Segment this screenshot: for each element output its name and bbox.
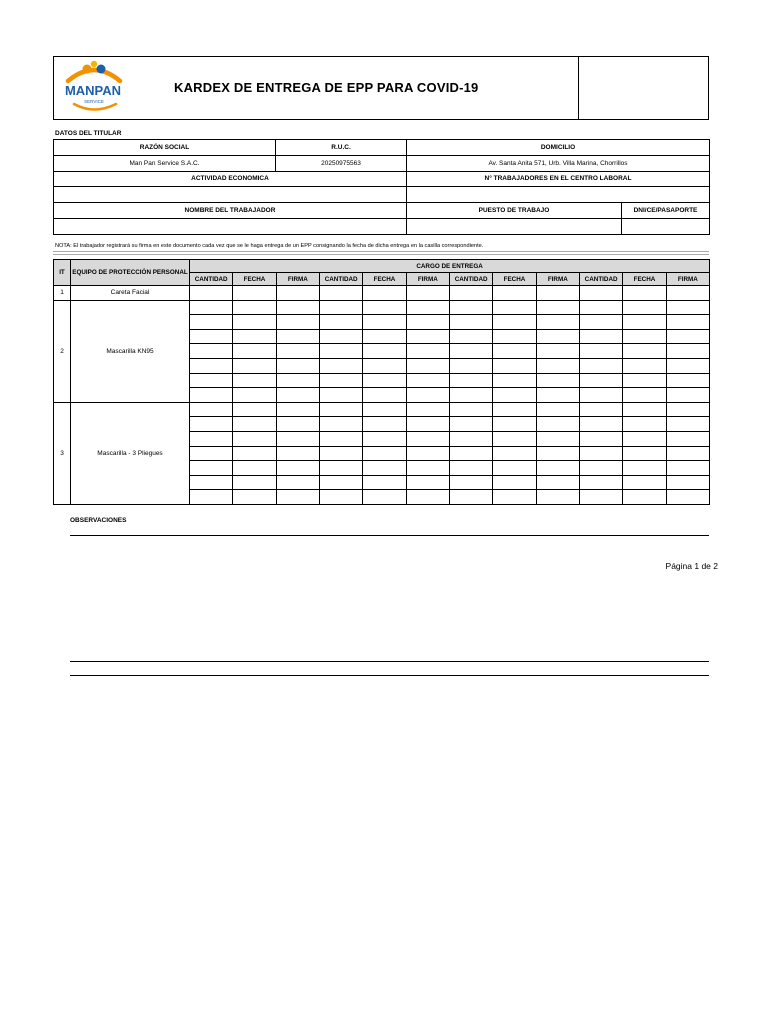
entry-cell[interactable] [276, 286, 319, 301]
item-number: 2 [54, 300, 71, 402]
entry-cell[interactable] [363, 329, 406, 344]
subheader-cell: CANTIDAD [190, 273, 233, 286]
company-logo [54, 57, 174, 119]
entry-cell[interactable] [276, 344, 319, 359]
entry-cell[interactable] [536, 358, 579, 373]
trabajadores-value-cell[interactable] [407, 187, 710, 203]
entry-cell[interactable] [666, 461, 710, 476]
table-row [54, 402, 710, 417]
entry-cell[interactable] [276, 446, 319, 461]
razon-social-value: Man Pan Service S.A.C. [54, 155, 276, 171]
entry-cell[interactable] [493, 446, 536, 461]
table-row [54, 286, 710, 301]
subheader-cell: FIRMA [406, 273, 449, 286]
logo-subtext: SERVICE [84, 99, 104, 104]
entry-cell[interactable] [406, 286, 449, 301]
entry-cell[interactable] [363, 461, 406, 476]
entry-cell[interactable] [406, 329, 449, 344]
entry-cell[interactable] [406, 315, 449, 330]
entry-cell[interactable] [493, 358, 536, 373]
entry-cell[interactable] [233, 461, 276, 476]
subheader-cell: FECHA [493, 273, 536, 286]
entry-cell[interactable] [190, 446, 233, 461]
entry-cell[interactable] [276, 300, 319, 315]
entry-cell[interactable] [276, 461, 319, 476]
entry-cell[interactable] [493, 329, 536, 344]
entry-cell[interactable] [493, 388, 536, 403]
entry-cell[interactable] [233, 373, 276, 388]
entry-cell[interactable] [579, 461, 622, 476]
item-number: 1 [54, 286, 71, 301]
entry-cell[interactable] [449, 315, 492, 330]
entry-cell[interactable] [623, 300, 666, 315]
entry-cell[interactable] [363, 358, 406, 373]
entry-cell[interactable] [406, 431, 449, 446]
entry-cell[interactable] [449, 402, 492, 417]
entry-cell[interactable] [276, 358, 319, 373]
entry-cell[interactable] [449, 490, 492, 505]
entry-cell[interactable] [666, 490, 710, 505]
entry-cell[interactable] [233, 475, 276, 490]
entry-cell[interactable] [190, 300, 233, 315]
entry-cell[interactable] [363, 373, 406, 388]
entry-cell[interactable] [190, 417, 233, 432]
puesto-label: PUESTO DE TRABAJO [407, 203, 622, 219]
entry-cell[interactable] [536, 286, 579, 301]
entry-cell[interactable] [536, 446, 579, 461]
entry-cell[interactable] [233, 402, 276, 417]
entry-cell[interactable] [536, 329, 579, 344]
subheader-cell: FIRMA [536, 273, 579, 286]
entry-cell[interactable] [536, 388, 579, 403]
entry-cell[interactable] [190, 329, 233, 344]
entry-cell[interactable] [406, 388, 449, 403]
entry-cell[interactable] [449, 388, 492, 403]
entry-cell[interactable] [579, 431, 622, 446]
entry-cell[interactable] [233, 315, 276, 330]
entry-cell[interactable] [276, 417, 319, 432]
dni-value-cell[interactable] [622, 218, 710, 234]
entry-cell[interactable] [363, 490, 406, 505]
entry-cell[interactable] [276, 431, 319, 446]
entry-cell[interactable] [449, 329, 492, 344]
nota-text: NOTA: El trabajador registrará su firma en este documento cada vez que se le haga entrega de un EPP consignando la fecha de dicha entrega en la casilla correspondiente. [55, 243, 484, 249]
entry-cell[interactable] [233, 388, 276, 403]
entry-cell[interactable] [190, 461, 233, 476]
entry-cell[interactable] [363, 431, 406, 446]
trabajadores-label: N° TRABAJADORES EN EL CENTRO LABORAL [407, 171, 710, 187]
entry-cell[interactable] [449, 373, 492, 388]
entry-cell[interactable] [406, 417, 449, 432]
entry-cell[interactable] [449, 358, 492, 373]
entry-cell[interactable] [666, 373, 710, 388]
entry-cell[interactable] [363, 475, 406, 490]
ruc-label: R.U.C. [276, 140, 407, 156]
divider [53, 254, 709, 255]
document-title: KARDEX DE ENTREGA DE EPP PARA COVID-19 [174, 80, 479, 95]
entry-cell[interactable] [319, 431, 362, 446]
item-number: 3 [54, 402, 71, 504]
entry-cell[interactable] [276, 315, 319, 330]
page-number: Página 1 de 2 [665, 561, 718, 571]
razon-social-label: RAZÓN SOCIAL [54, 140, 276, 156]
entry-cell[interactable] [623, 286, 666, 301]
entry-cell[interactable] [363, 344, 406, 359]
entry-cell[interactable] [623, 475, 666, 490]
entry-cell[interactable] [666, 475, 710, 490]
entry-cell[interactable] [623, 373, 666, 388]
entry-cell[interactable] [666, 329, 710, 344]
entry-cell[interactable] [623, 402, 666, 417]
entry-cell[interactable] [666, 388, 710, 403]
entry-cell[interactable] [319, 373, 362, 388]
entry-cell[interactable] [319, 300, 362, 315]
equipo-header: EQUIPO DE PROTECCIÓN PERSONAL [71, 260, 190, 286]
entry-cell[interactable] [233, 446, 276, 461]
entry-cell[interactable] [319, 446, 362, 461]
entry-cell[interactable] [449, 431, 492, 446]
domicilio-value: Av. Santa Anita 571, Urb. Villa Marina, Chorrillos [407, 155, 710, 171]
entry-cell[interactable] [190, 373, 233, 388]
it-header: IT [54, 260, 71, 286]
entry-cell[interactable] [190, 286, 233, 301]
entry-cell[interactable] [363, 402, 406, 417]
entry-cell[interactable] [666, 300, 710, 315]
entry-cell[interactable] [449, 286, 492, 301]
entry-cell[interactable] [406, 461, 449, 476]
entry-cell[interactable] [276, 490, 319, 505]
entry-cell[interactable] [406, 344, 449, 359]
cargo-header: CARGO DE ENTREGA [190, 260, 710, 273]
item-name: Careta Facial [71, 286, 190, 301]
nombre-label: NOMBRE DEL TRABAJADOR [54, 203, 407, 219]
subheader-cell: FECHA [233, 273, 276, 286]
entry-cell[interactable] [536, 300, 579, 315]
entry-cell[interactable] [493, 417, 536, 432]
entry-cell[interactable] [190, 315, 233, 330]
entry-cell[interactable] [579, 344, 622, 359]
entry-cell[interactable] [233, 329, 276, 344]
entry-cell[interactable] [276, 329, 319, 344]
entry-cell[interactable] [190, 344, 233, 359]
subheader-cell: FIRMA [666, 273, 710, 286]
entry-cell[interactable] [233, 286, 276, 301]
entry-cell[interactable] [319, 461, 362, 476]
entry-cell[interactable] [190, 388, 233, 403]
entry-cell[interactable] [319, 402, 362, 417]
entry-cell[interactable] [363, 388, 406, 403]
nombre-value-cell[interactable] [54, 218, 407, 234]
entry-cell[interactable] [493, 315, 536, 330]
entry-cell[interactable] [536, 315, 579, 330]
entry-cell[interactable] [536, 402, 579, 417]
entry-cell[interactable] [666, 315, 710, 330]
entry-cell[interactable] [406, 358, 449, 373]
entry-cell[interactable] [579, 388, 622, 403]
entry-cell[interactable] [363, 286, 406, 301]
entry-cell[interactable] [623, 329, 666, 344]
entry-cell[interactable] [363, 417, 406, 432]
puesto-value-cell[interactable] [407, 218, 622, 234]
ruc-value: 20250975563 [276, 155, 407, 171]
entry-cell[interactable] [319, 388, 362, 403]
entry-cell[interactable] [276, 402, 319, 417]
entry-cell[interactable] [233, 344, 276, 359]
entry-cell[interactable] [579, 417, 622, 432]
entry-cell[interactable] [493, 373, 536, 388]
entry-cell[interactable] [666, 431, 710, 446]
entry-cell[interactable] [579, 402, 622, 417]
entry-cell[interactable] [623, 431, 666, 446]
entry-cell[interactable] [319, 329, 362, 344]
entry-cell[interactable] [276, 388, 319, 403]
entry-cell[interactable] [319, 286, 362, 301]
entry-cell[interactable] [493, 286, 536, 301]
entry-cell[interactable] [319, 475, 362, 490]
table-row [54, 300, 710, 315]
entry-cell[interactable] [666, 286, 710, 301]
entry-cell[interactable] [319, 344, 362, 359]
entry-cell[interactable] [536, 417, 579, 432]
actividad-value-cell[interactable] [54, 187, 407, 203]
document-header [53, 56, 709, 120]
subheader-cell: FECHA [363, 273, 406, 286]
subheader-cell: CANTIDAD [579, 273, 622, 286]
entry-cell[interactable] [406, 402, 449, 417]
subheader-cell: CANTIDAD [319, 273, 362, 286]
entry-cell[interactable] [363, 315, 406, 330]
entry-cell[interactable] [319, 315, 362, 330]
entry-cell[interactable] [233, 300, 276, 315]
entry-cell[interactable] [623, 315, 666, 330]
entry-cell[interactable] [579, 300, 622, 315]
entry-cell[interactable] [493, 402, 536, 417]
entry-cell[interactable] [536, 373, 579, 388]
entry-cell[interactable] [666, 417, 710, 432]
entry-cell[interactable] [190, 358, 233, 373]
entry-cell[interactable] [406, 373, 449, 388]
entry-cell[interactable] [449, 417, 492, 432]
entry-cell[interactable] [623, 417, 666, 432]
item-name: Mascarilla - 3 Pliegues [71, 402, 190, 504]
entry-cell[interactable] [493, 344, 536, 359]
subheader-cell: CANTIDAD [449, 273, 492, 286]
entry-cell[interactable] [536, 431, 579, 446]
entry-cell[interactable] [623, 358, 666, 373]
entry-cell[interactable] [579, 446, 622, 461]
entry-cell[interactable] [536, 461, 579, 476]
entry-cell[interactable] [190, 475, 233, 490]
entry-cell[interactable] [233, 417, 276, 432]
entry-cell[interactable] [276, 475, 319, 490]
entry-cell[interactable] [319, 490, 362, 505]
entry-cell[interactable] [363, 446, 406, 461]
entry-cell[interactable] [623, 388, 666, 403]
entry-cell[interactable] [406, 475, 449, 490]
dni-label: DNI/CE/PASAPORTE [622, 203, 710, 219]
entry-cell[interactable] [319, 417, 362, 432]
entry-cell[interactable] [666, 358, 710, 373]
entry-cell[interactable] [536, 475, 579, 490]
actividad-label: ACTIVIDAD ECONOMICA [54, 171, 407, 187]
titular-section-label: DATOS DEL TITULAR [55, 130, 122, 137]
entry-cell[interactable] [449, 446, 492, 461]
entry-cell[interactable] [449, 344, 492, 359]
entry-cell[interactable] [190, 402, 233, 417]
entry-cell[interactable] [493, 461, 536, 476]
entry-cell[interactable] [623, 461, 666, 476]
subheader-cell: FIRMA [276, 273, 319, 286]
entry-cell[interactable] [233, 431, 276, 446]
manpan-logo-icon [54, 57, 174, 119]
entry-cell[interactable] [579, 358, 622, 373]
entry-cell[interactable] [536, 490, 579, 505]
entry-cell[interactable] [406, 490, 449, 505]
entry-cell[interactable] [623, 344, 666, 359]
entry-cell[interactable] [579, 475, 622, 490]
domicilio-label: DOMICILIO [407, 140, 710, 156]
entry-cell[interactable] [493, 475, 536, 490]
entry-cell[interactable] [666, 344, 710, 359]
observaciones-label: OBSERVACIONES [70, 517, 127, 524]
entry-cell[interactable] [449, 461, 492, 476]
epp-delivery-table [53, 259, 710, 505]
entry-cell[interactable] [233, 358, 276, 373]
entry-cell[interactable] [449, 475, 492, 490]
footer-line [70, 675, 709, 676]
entry-cell[interactable] [363, 300, 406, 315]
entry-cell[interactable] [579, 286, 622, 301]
footer-line [70, 661, 709, 662]
entry-cell[interactable] [579, 315, 622, 330]
document-code-box [578, 57, 708, 119]
entry-cell[interactable] [536, 344, 579, 359]
observaciones-line[interactable] [70, 535, 709, 536]
entry-cell[interactable] [233, 490, 276, 505]
entry-cell[interactable] [493, 300, 536, 315]
entry-cell[interactable] [623, 490, 666, 505]
entry-cell[interactable] [493, 431, 536, 446]
entry-cell[interactable] [579, 373, 622, 388]
entry-cell[interactable] [319, 358, 362, 373]
entry-cell[interactable] [493, 490, 536, 505]
logo-text: MANPAN [64, 83, 122, 98]
entry-cell[interactable] [623, 446, 666, 461]
entry-cell[interactable] [449, 300, 492, 315]
subheader-cell: FECHA [623, 273, 666, 286]
entry-cell[interactable] [579, 329, 622, 344]
entry-cell[interactable] [666, 402, 710, 417]
entry-cell[interactable] [406, 446, 449, 461]
entry-cell[interactable] [666, 446, 710, 461]
entry-cell[interactable] [406, 300, 449, 315]
titular-table [53, 139, 710, 235]
entry-cell[interactable] [190, 490, 233, 505]
divider [53, 251, 709, 252]
item-name: Mascarilla KN95 [71, 300, 190, 402]
entry-cell[interactable] [190, 431, 233, 446]
entry-cell[interactable] [276, 373, 319, 388]
entry-cell[interactable] [579, 490, 622, 505]
